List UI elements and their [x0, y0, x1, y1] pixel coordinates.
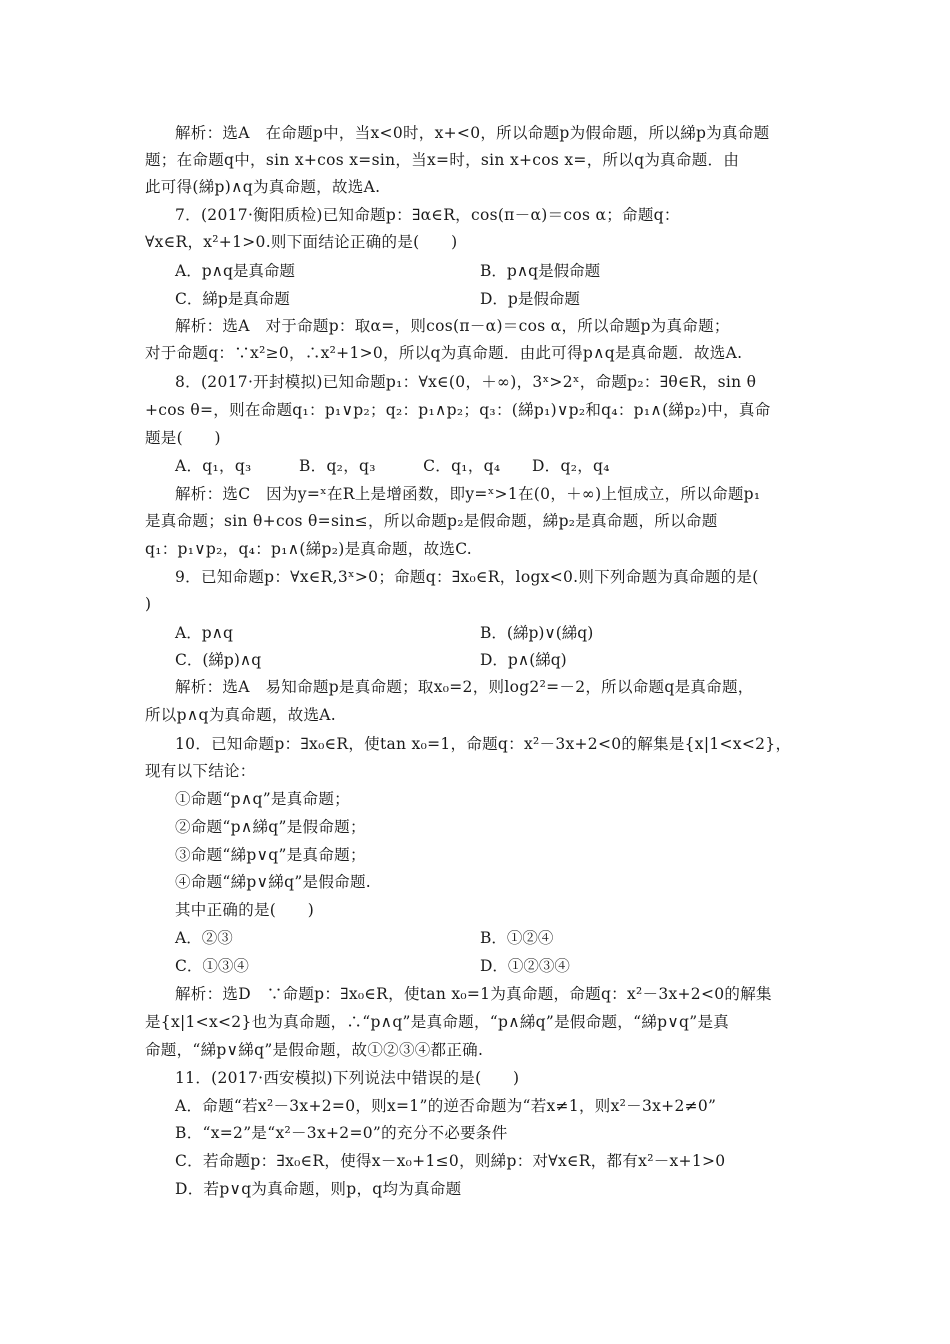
- question-11-line: 11．(2017·西安模拟)下列说法中错误的是( ): [175, 1069, 520, 1087]
- option-a: A．命题“若x²－3x+2=0，则x=1”的逆否命题为“若x≠1，则x²－3x+2≠0”: [175, 1097, 717, 1115]
- text-line: 是{x|1<x<2}也为真命题，∴“p∧q”是真命题，“p∧綈q”是假命题，“綈p∨q”是真: [145, 1013, 730, 1031]
- statement-item: ①命题“p∧q”是真命题；: [175, 790, 350, 808]
- text-line: ): [145, 595, 152, 613]
- text-line: 命题，“綈p∨綈q”是假命题，故①②③④都正确.: [145, 1041, 484, 1059]
- option-b: B．(綈p)∨(綈q): [480, 624, 594, 642]
- text-line: 题；在命题q中，sin x+cos x=sin，当x=时，sin x+cos x=，所以q为真命题．由: [145, 151, 740, 169]
- text-line: 解析：选D ∵命题p：∃x₀∈R，使tan x₀=1为真命题，命题q：x²－3x+2<0的解集: [175, 985, 772, 1003]
- option-a: A．②③: [175, 929, 233, 947]
- statement-item: ③命题“綈p∨q”是真命题；: [175, 846, 366, 864]
- options-row: A．q₁，q₃ B．q₂，q₃ C．q₁，q₄ D．q₂，q₄: [175, 457, 610, 475]
- statement-item: ④命题“綈p∨綈q”是假命题.: [175, 873, 371, 891]
- option-c: C．(綈p)∧q: [175, 651, 262, 669]
- text-line: 是真命题；sin θ+cos θ=sin≤，所以命题p₂是假命题，綈p₂是真命题，所以命题: [145, 512, 718, 530]
- text-line: 所以p∧q为真命题，故选A.: [145, 706, 337, 724]
- option-d: D．①②③④: [480, 957, 570, 975]
- option-b: B．p∧q是假命题: [480, 262, 601, 280]
- text-line: 现有以下结论：: [145, 762, 256, 780]
- option-d: D．p∧(綈q): [480, 651, 567, 669]
- text-line: 此可得(綈p)∧q为真命题，故选A.: [145, 178, 381, 196]
- question-8-line: 8．(2017·开封模拟)已知命题p₁：∀x∈(0，＋∞)，3ˣ>2ˣ，命题p₂：∃θ∈R，sin θ: [175, 373, 757, 391]
- option-c: C．綈p是真命题: [175, 290, 290, 308]
- option-c: C．若命题p：∃x₀∈R，使得x－x₀+1≤0，则綈p：对∀x∈R，都有x²－x+1>0: [175, 1152, 726, 1170]
- option-c: C．①③④: [175, 957, 249, 975]
- option-a: A．p∧q是真命题: [175, 262, 295, 280]
- text-line: 解析：选A 在命题p中，当x<0时，x+<0，所以命题p为假命题，所以綈p为真命题: [175, 124, 770, 142]
- option-d: D．p是假命题: [480, 290, 580, 308]
- text-line: ∀x∈R，x²+1>0.则下面结论正确的是( ): [145, 233, 458, 251]
- option-b: B．①②④: [480, 929, 554, 947]
- statement-item: ②命题“p∧綈q”是假命题；: [175, 818, 366, 836]
- text-line: 对于命题q：∵x²≥0，∴x²+1>0，所以q为真命题．由此可得p∧q是真命题．故选A.: [145, 344, 743, 362]
- text-line: 其中正确的是( ): [175, 901, 315, 919]
- option-a: A．p∧q: [175, 624, 233, 642]
- option-b: B．“x=2”是“x²－3x+2=0”的充分不必要条件: [175, 1124, 508, 1142]
- text-line: q₁：p₁∨p₂，q₄：p₁∧(綈p₂)是真命题，故选C.: [145, 540, 473, 558]
- option-d: D．若p∨q为真命题，则p，q均为真命题: [175, 1180, 462, 1198]
- question-10-line: 10．已知命题p：∃x₀∈R，使tan x₀=1，命题q：x²－3x+2<0的解集是{x|1<x<2}，: [175, 735, 792, 753]
- question-7-line: 7．(2017·衡阳质检)已知命题p：∃α∈R，cos(π－α)＝cos α；命题q：: [175, 206, 680, 224]
- text-line: 题是( ): [145, 429, 221, 447]
- text-line: 解析：选A 对于命题p：取α=，则cos(π－α)＝cos α，所以命题p为真命题；: [175, 317, 730, 335]
- text-line: 解析：选C 因为y=ˣ在R上是增函数，即y=ˣ>1在(0，＋∞)上恒成立，所以命题p₁: [175, 485, 761, 503]
- text-line: 解析：选A 易知命题p是真命题；取x₀=2，则log2²=－2，所以命题q是真命题，: [175, 678, 754, 696]
- question-9-line: 9．已知命题p：∀x∈R,3ˣ>0；命题q：∃x₀∈R，logx<0.则下列命题为真命题的是(: [175, 568, 759, 586]
- text-line: +cos θ=，则在命题q₁：p₁∨p₂；q₂：p₁∧p₂；q₃：(綈p₁)∨p₂和q₄：p₁∧(綈p₂)中，真命: [145, 401, 771, 419]
